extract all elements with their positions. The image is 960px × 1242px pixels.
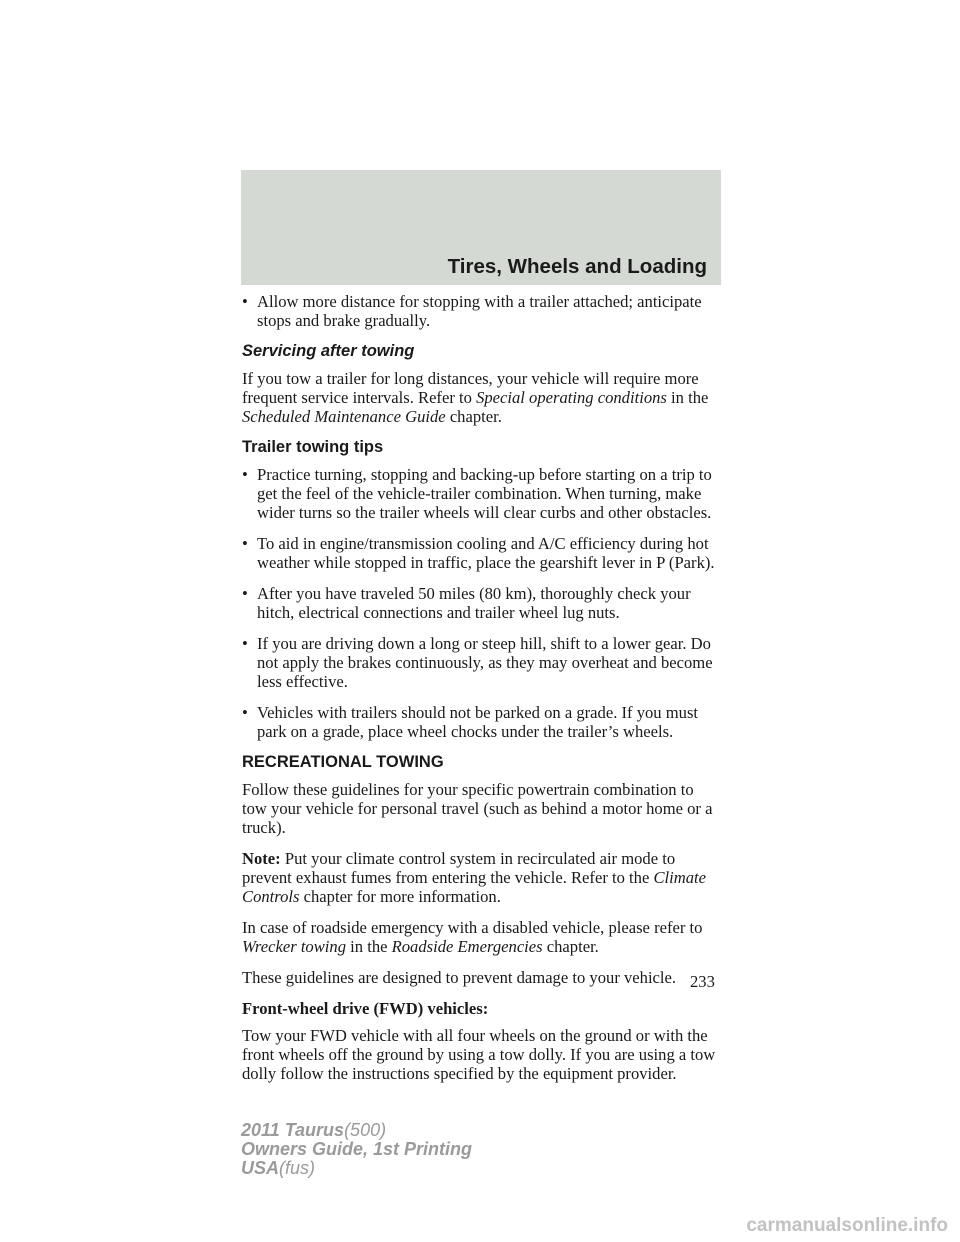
footer-code: (500) bbox=[344, 1120, 387, 1140]
list-item bbox=[242, 534, 722, 572]
list-item bbox=[242, 703, 722, 741]
servicing-text: If you tow a trailer for long distances, your vehicle will require more frequent service intervals. Refer to bbox=[242, 369, 699, 407]
recreational-intro: Follow these guidelines for your specific powertrain combination to tow your vehicle for personal travel (such as behind a motor home or a truck). bbox=[242, 780, 713, 837]
bullet-icon: • bbox=[242, 703, 248, 722]
chapter-header-band bbox=[241, 170, 721, 285]
cross-reference-link: Roadside Emergencies bbox=[391, 937, 543, 956]
chapter-title: Tires, Wheels and Loading bbox=[447, 255, 707, 278]
cross-reference-link: Wrecker towing bbox=[242, 937, 346, 956]
list-item bbox=[242, 292, 722, 330]
bullet-icon: • bbox=[242, 584, 248, 603]
page-content bbox=[242, 292, 722, 1095]
bullet-icon: • bbox=[242, 465, 248, 484]
footer-model: 2011 Taurus bbox=[241, 1120, 345, 1140]
cross-reference-link: Climate Controls bbox=[242, 868, 707, 906]
emergency-paragraph bbox=[242, 918, 722, 956]
note-text: Put your climate control system in recirculated air mode to prevent exhaust fumes from entering the vehicle. Refer to the bbox=[242, 849, 676, 887]
section-heading-tips: Trailer towing tips bbox=[242, 438, 384, 456]
emergency-text: chapter. bbox=[542, 937, 599, 956]
emergency-text: In case of roadside emergency with a disabled vehicle, please refer to bbox=[242, 918, 703, 937]
note-text: chapter for more information. bbox=[299, 887, 501, 906]
bullet-icon: • bbox=[242, 634, 248, 653]
site-watermark: carmanualsonline.info bbox=[746, 1215, 948, 1236]
list-item-text: Vehicles with trailers should not be parked on a grade. If you must park on a grade, place wheel chocks under the trailer’s wheels. bbox=[257, 703, 699, 741]
servicing-text: in the bbox=[666, 388, 709, 407]
list-item-text: To aid in engine/transmission cooling and A/C efficiency during hot weather while stopped in traffic, place the gearshift lever in P (Park). bbox=[257, 534, 715, 572]
emergency-text: in the bbox=[346, 937, 392, 956]
footer-line bbox=[241, 1159, 472, 1178]
list-item bbox=[242, 465, 722, 522]
footer-line bbox=[241, 1121, 472, 1140]
note-label: Note: bbox=[242, 849, 281, 868]
list-item bbox=[242, 634, 722, 691]
section-heading-recreational: RECREATIONAL TOWING bbox=[242, 753, 444, 771]
section-heading-servicing: Servicing after towing bbox=[242, 342, 415, 360]
list-item-text: Allow more distance for stopping with a trailer attached; anticipate stops and brake gradually. bbox=[257, 292, 702, 330]
guidelines-paragraph: These guidelines are designed to prevent damage to your vehicle. bbox=[242, 968, 677, 987]
page-number: 233 bbox=[690, 972, 715, 991]
list-item-text: If you are driving down a long or steep hill, shift to a lower gear. Do not apply the brakes continuously, as they may overheat and become less effective. bbox=[257, 634, 713, 691]
section-heading-fwd: Front-wheel drive (FWD) vehicles: bbox=[242, 999, 489, 1018]
servicing-paragraph bbox=[242, 369, 722, 426]
fwd-paragraph: Tow your FWD vehicle with all four wheels on the ground or with the front wheels off the ground by using a tow dolly. If you are using a tow dolly follow the instructions specified by the equipment provider. bbox=[242, 1026, 716, 1083]
print-footer bbox=[241, 1121, 472, 1178]
footer-edition: Owners Guide, 1st Printing bbox=[241, 1139, 473, 1159]
cross-reference-link: Scheduled Maintenance Guide bbox=[242, 407, 446, 426]
note-paragraph bbox=[242, 849, 722, 906]
list-item-text: Practice turning, stopping and backing-up before starting on a trip to get the feel of the vehicle-trailer combination. When turning, make wider turns so the trailer wheels will clear curbs and other obstacles. bbox=[257, 465, 712, 522]
bullet-icon: • bbox=[242, 292, 248, 311]
list-item-text: After you have traveled 50 miles (80 km), thoroughly check your hitch, electrical connections and trailer wheel lug nuts. bbox=[257, 584, 691, 622]
footer-market: USA bbox=[241, 1158, 280, 1178]
footer-market-code: (fus) bbox=[279, 1158, 316, 1178]
cross-reference-link: Special operating conditions bbox=[476, 388, 667, 407]
bullet-icon: • bbox=[242, 534, 248, 553]
list-item bbox=[242, 584, 722, 622]
servicing-text: chapter. bbox=[445, 407, 502, 426]
